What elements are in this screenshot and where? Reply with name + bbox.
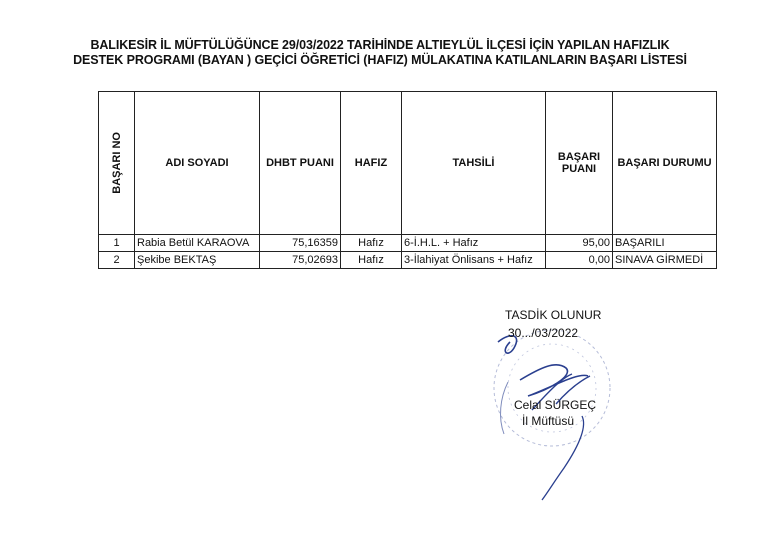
- header-hafiz: HAFIZ: [341, 92, 402, 235]
- header-name: ADI SOYADI: [135, 92, 260, 235]
- results-table: [98, 91, 717, 269]
- cell-points: 0,00: [546, 252, 613, 269]
- cell-score: 75,16359: [260, 235, 341, 252]
- header-status: BAŞARI DURUMU: [613, 92, 717, 235]
- cell-education: 6-İ.H.L. + Hafız: [402, 235, 546, 252]
- table-row: [99, 235, 717, 252]
- header-points: BAŞARI PUANI: [546, 92, 613, 235]
- cell-status: BAŞARILI: [613, 235, 717, 252]
- cell-name: Rabia Betül KARAOVA: [135, 235, 260, 252]
- title-line-2: DESTEK PROGRAMI (BAYAN ) GEÇİCİ ÖĞRETİCİ (HAFIZ) MÜLAKATINA KATILANLARIN BAŞARI LİSTESİ: [73, 53, 687, 67]
- table-row: [99, 252, 717, 269]
- document-title: [60, 38, 700, 68]
- cell-score: 75,02693: [260, 252, 341, 269]
- cell-education: 3-İlahiyat Önlisans + Hafız: [402, 252, 546, 269]
- cell-no: 2: [99, 252, 135, 269]
- cell-status: SINAVA GİRMEDİ: [613, 252, 717, 269]
- table-header-row: [99, 92, 717, 235]
- header-score: DHBT PUANI: [260, 92, 341, 235]
- approval-text: TASDİK OLUNUR: [505, 308, 602, 322]
- header-no-label: BAŞARI NO: [110, 132, 123, 194]
- header-education: TAHSİLİ: [402, 92, 546, 235]
- approval-date: 30.../03/2022: [508, 326, 579, 340]
- cell-points: 95,00: [546, 235, 613, 252]
- title-line-1: BALIKESİR İL MÜFTÜLÜĞÜNCE 29/03/2022 TARİHİNDE ALTIEYLÜL İLÇESİ İÇİN YAPILAN HAFIZLIK: [90, 38, 670, 52]
- cell-name: Şekibe BEKTAŞ: [135, 252, 260, 269]
- cell-no: 1: [99, 235, 135, 252]
- cell-hafiz: Hafız: [341, 252, 402, 269]
- official-name: Celal SÜRGEÇ: [514, 398, 597, 412]
- cell-hafiz: Hafız: [341, 235, 402, 252]
- header-no: [99, 92, 135, 235]
- official-title: İl Müftüsü: [522, 414, 575, 428]
